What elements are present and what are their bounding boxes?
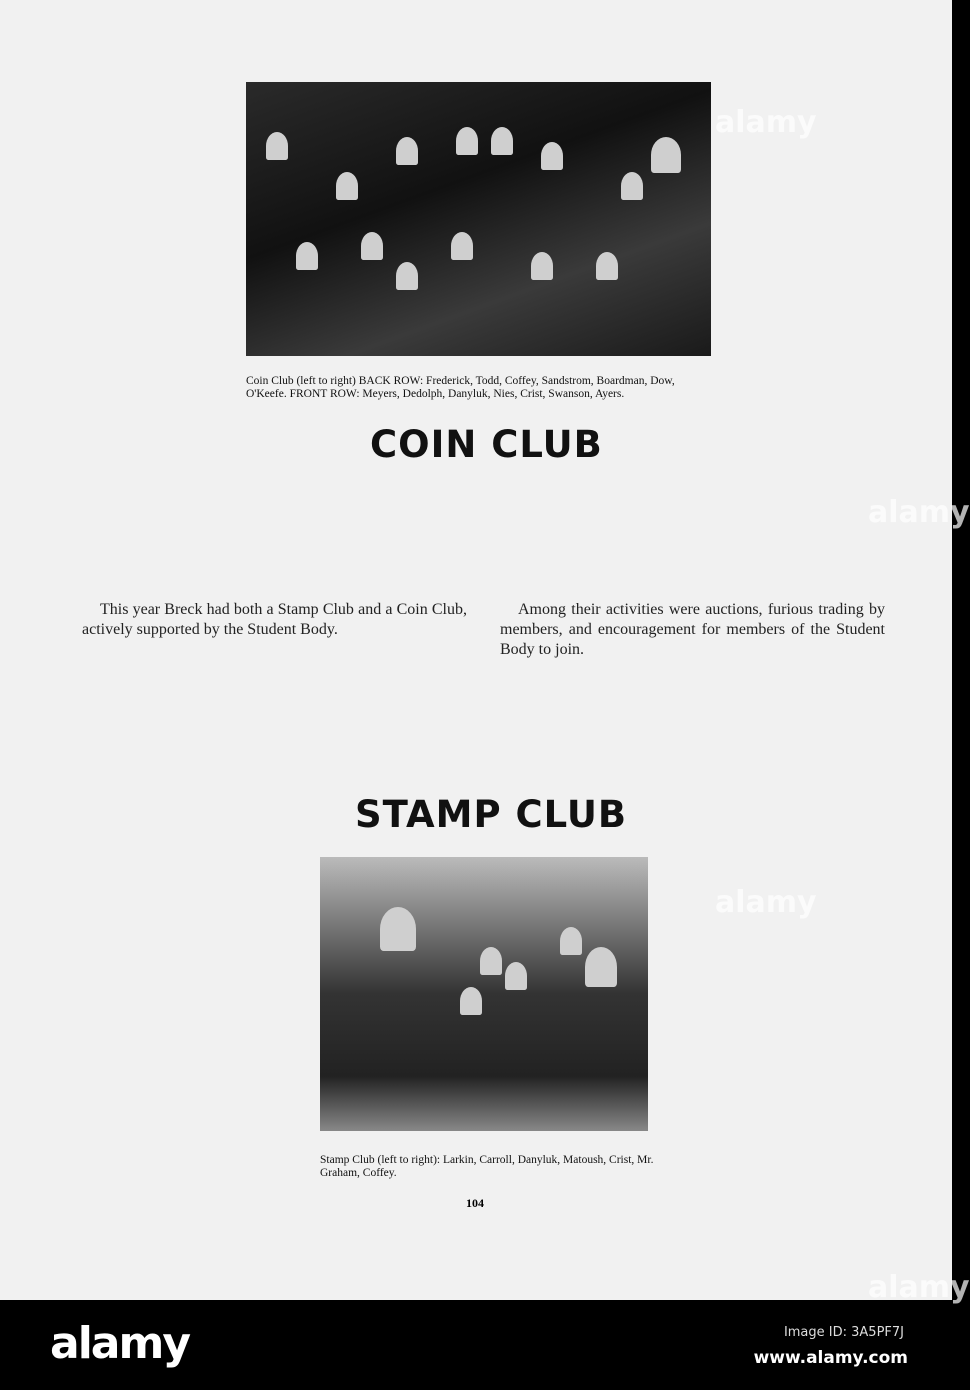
stamp-club-photo	[320, 857, 648, 1131]
image-id: Image ID: 3A5PF7J	[783, 1325, 904, 1340]
alamy-url: www.alamy.com	[753, 1348, 908, 1368]
page-number: 104	[466, 1196, 484, 1210]
coin-club-title: COIN CLUB	[370, 423, 603, 466]
body-left-column: This year Breck had both a Stamp Club and a Coin Club, actively supported by the Student Body.	[82, 601, 467, 638]
watermark: alamy	[868, 1270, 970, 1305]
watermark: alamy	[715, 885, 817, 920]
stamp-club-title: STAMP CLUB	[355, 793, 628, 836]
alamy-logo: alamy	[50, 1318, 189, 1369]
coin-club-caption: Coin Club (left to right) BACK ROW: Frederick, Todd, Coffey, Sandstrom, Boardman, Dow, O'Keefe. FRONT ROW: Meyers, Dedolph, Danyluk, Nies, Crist, Swanson, Ayers.	[246, 375, 675, 400]
coin-club-photo	[246, 82, 711, 356]
stamp-club-caption: Stamp Club (left to right): Larkin, Carroll, Danyluk, Matoush, Crist, Mr. Graham, Coffey.	[320, 1154, 654, 1179]
body-right-column: Among their activities were auctions, furious trading by members, and encouragement for members of the Student Body to join.	[500, 601, 885, 658]
watermark: alamy	[715, 105, 817, 140]
watermark: alamy	[868, 495, 970, 530]
